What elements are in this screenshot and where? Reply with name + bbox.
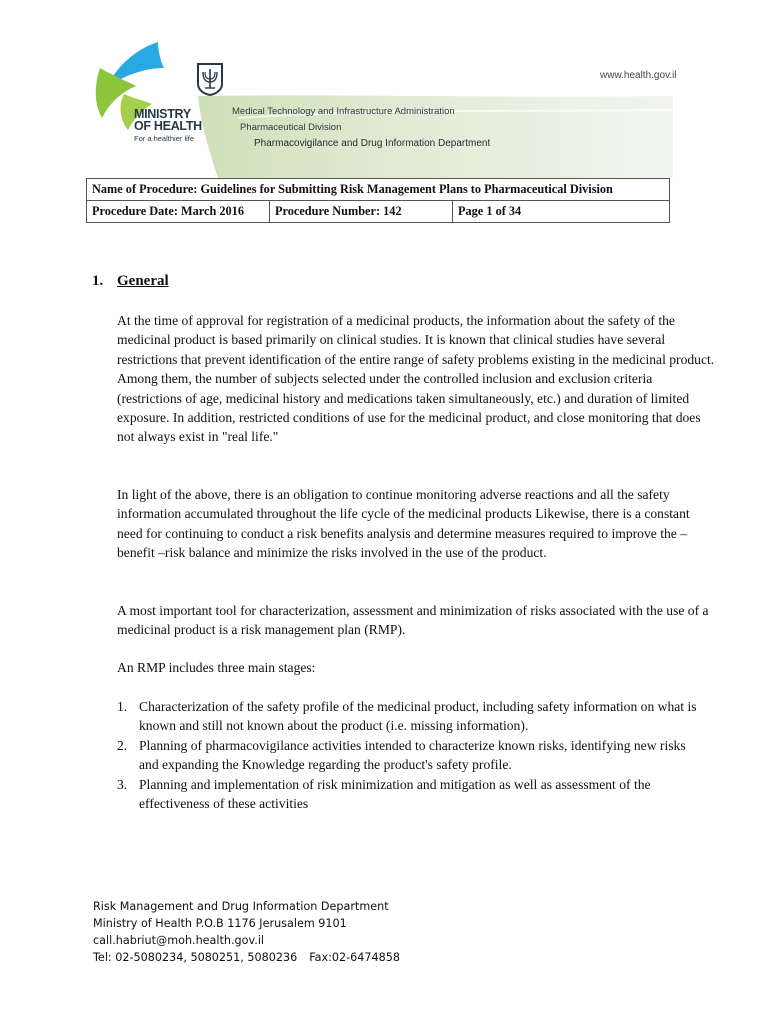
footer-phone-line [93,949,400,966]
paragraph: An RMP includes three main stages: [117,660,316,675]
list-item-text: Planning and implementation of risk minimization and mitigation as well as assessment of the effectiveness of these activities [139,776,651,812]
footer-email: call.habriut@moh.health.gov.il [93,934,265,947]
list-item-text: Planning of pharmacovigilance activities intended to characterize known risks, identifying new risks and expanding the Knowledge regarding the product's safety profile. [139,737,686,773]
list-item-number: 3. [117,776,128,792]
footer-department: Risk Management and Drug Information Department [93,900,389,913]
list-item-text: Characterization of the safety profile of the medicinal product, including safety information on what is known and still not known about the product (i.e. missing information). [139,699,697,734]
procedure-number-cell: Procedure Number: 142 [270,201,453,223]
ministry-name: MINISTRY OF HEALTH [134,107,202,133]
paragraph: In light of the above, there is an obligation to continue monitoring adverse reactions and all the safety information accumulated throughout the life cycle of the medicinal products Likewise, there is a constant need for continuing to conduct a risk benefits analysis and determine measures required to improve the – benefit –risk balance and minimize the risks involved in the use of the product. [117,487,690,561]
state-emblem-icon [195,62,225,96]
page-count-cell: Page 1 of 34 [453,201,670,223]
section-number: 1. [92,273,104,289]
ministry-tagline: For a healthier life [134,134,195,143]
paragraph: At the time of approval for registration of a medicinal products, the information about the safety of the medicinal product is based primarily on clinical studies. It is known that clinical studies have several restrictions that prevent identification of the entire range of safety problems existing in the medicinal product. Among them, the number of subjects selected under the controlled inclusion and exclusion criteria (restrictions of age, medicinal history and medications taken simultaneously, etc.) and duration of limited exposure. In addition, restricted conditions of use for the medicinal product, and close monitoring that does not always exist in "real life." [117,313,715,445]
department-name: Pharmacovigilance and Drug Information Department [254,138,491,149]
list-item-number: 1. [117,699,128,714]
procedure-name-cell: Name of Procedure: Guidelines for Submitting Risk Management Plans to Pharmaceutical Division [87,179,670,201]
administration-name: Medical Technology and Infrastructure Administration [232,106,455,117]
stages-list [117,697,707,813]
procedure-info-table [86,178,670,223]
paragraph: A most important tool for characterization, assessment and minimization of risks associated with the use of a medicinal product is a risk management plan (RMP). [117,603,709,638]
footer-tel: Tel: 02-5080234, 5080251, 5080236 [93,951,298,964]
list-item [117,736,707,775]
list-item [117,775,707,814]
footer-fax: Fax:02-6474858 [309,951,400,964]
website-url: www.health.gov.il [600,70,677,81]
list-item-number: 2. [117,737,128,753]
section-title: General [117,273,169,289]
section-heading [92,273,169,290]
list-item [117,697,707,736]
division-name: Pharmaceutical Division [240,122,342,133]
footer-address: Ministry of Health P.O.B 1176 Jerusalem 9101 [93,917,347,930]
procedure-date-cell: Procedure Date: March 2016 [87,201,270,223]
page-footer [93,898,400,966]
